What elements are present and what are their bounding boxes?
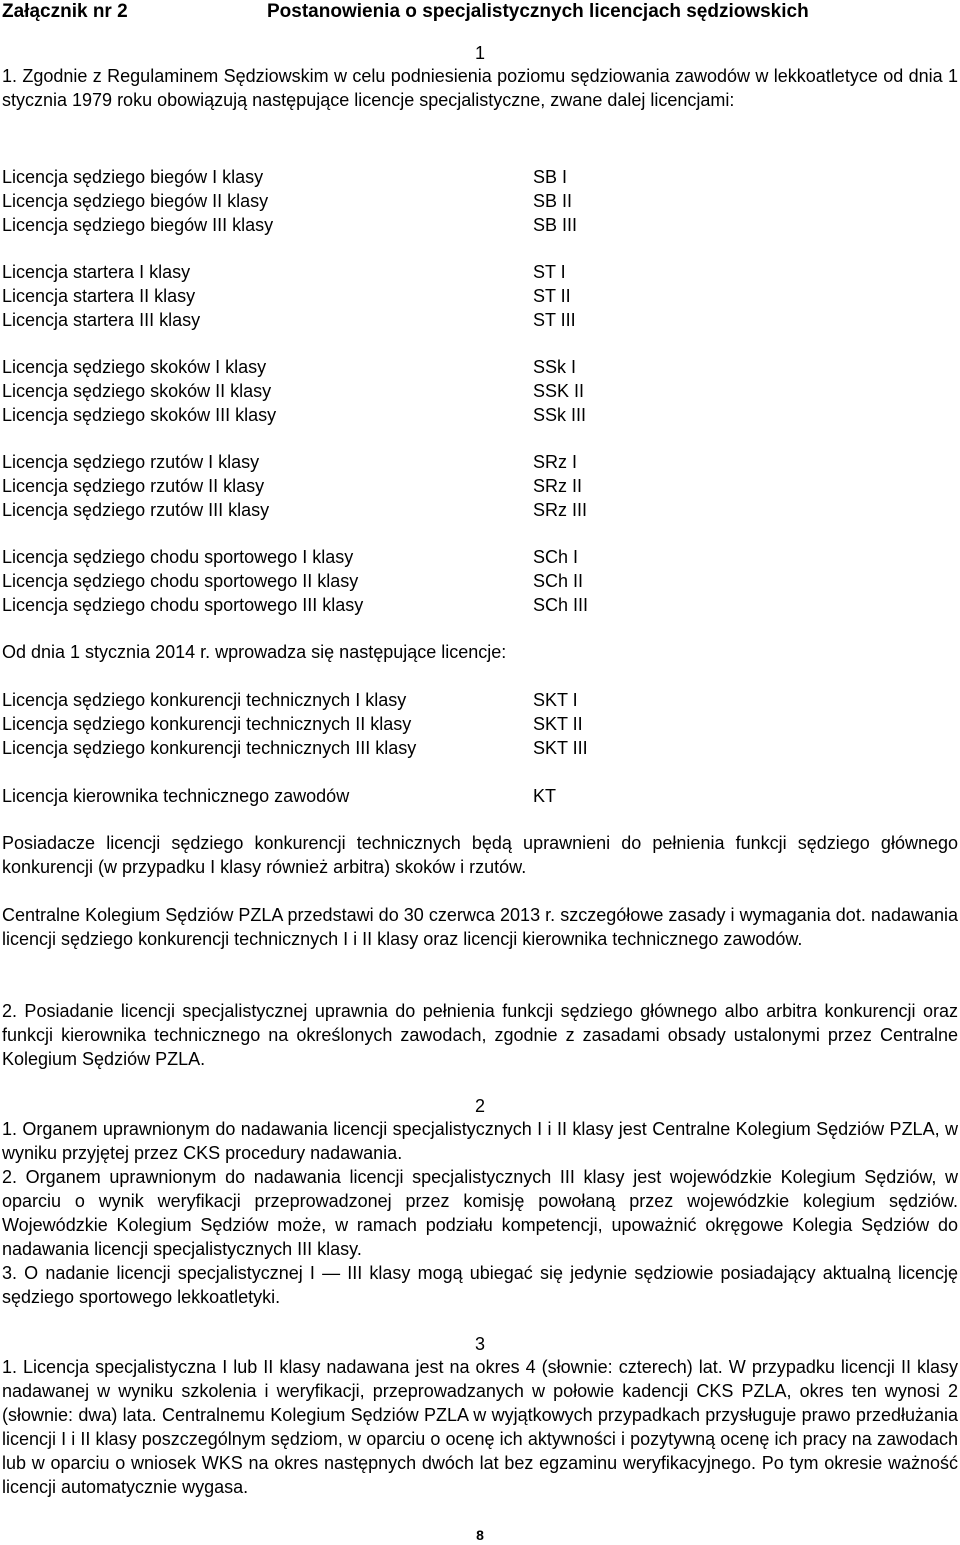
holders-paragraph: Posiadacze licencji sędziego konkurencji technicznych będą uprawnieni do pełnienia funkcji sędziego głównego konkurencji (w przypadku I klasy również arbitra) skoków i rzutów. — [2, 833, 958, 877]
page-number: 8 — [476, 1527, 484, 1543]
licence-name: Licencja sędziego chodu sportowego II klasy — [2, 571, 359, 591]
licence-name: Licencja startera II klasy — [2, 286, 196, 306]
licence-row — [2, 593, 958, 617]
licence-group-technical-manager — [2, 784, 958, 808]
licence-row — [2, 189, 958, 213]
licence-name: Licencja sędziego konkurencji technicznych I klasy — [2, 690, 407, 710]
licence-row — [2, 450, 958, 474]
licence-group-running — [2, 165, 958, 237]
licence-code: SCh III — [533, 595, 589, 615]
licence-name: Licencja sędziego rzutów III klasy — [2, 500, 270, 520]
licence-row — [2, 165, 958, 189]
intro-paragraph: 1. Zgodnie z Regulaminem Sędziowskim w celu podniesienia poziomu sędziowania zawodów w lekkoatletyce od dnia 1 stycznia 1979 roku obowiązują następujące licencje specjalistyczne, zwane dalej licencjami: — [2, 66, 958, 110]
central-board-paragraph: Centralne Kolegium Sędziów PZLA przedstawi do 30 czerwca 2013 r. szczegółowe zasady i wymagania dot. nadawania licencji sędziego konkurencji technicznych I i II klasy oraz licencji kierownika technicznego zawodów. — [2, 905, 958, 949]
licence-row — [2, 498, 958, 522]
page-header — [2, 0, 958, 28]
licence-name: Licencja sędziego biegów III klasy — [2, 215, 274, 235]
since-2014-line: Od dnia 1 stycznia 2014 r. wprowadza się następujące licencje: — [2, 642, 507, 662]
licence-group-throws — [2, 450, 958, 522]
licence-code: SKT II — [533, 714, 583, 734]
section-3-heading: 3 — [474, 1334, 485, 1354]
section-2-point-2: 2. Organem uprawnionym do nadawania licencji specjalistycznych III klasy jest wojewódzkie Kolegium Sędziów, w oparciu o wynik weryfikacji przeprowadzonej przez komisję powołaną przez wojewódzkie kolegium sędziów. Wojewódzkie Kolegium Sędziów może, w ramach podziału kompetencji, upoważnić okręgowe Kolegia Sędziów do nadawania licencji specjalistycznych III klasy. — [2, 1167, 958, 1259]
licence-row — [2, 260, 958, 284]
licence-group-race-walking — [2, 545, 958, 617]
section-1-point-2: 2. Posiadanie licencji specjalistycznej uprawnia do pełnienia funkcji sędziego głównego albo arbitra konkurencji oraz funkcji kierownika technicznego na określonych zawodach, zgodnie z zasadami obsady ustalonymi przez Centralne Kolegium Sędziów PZLA. — [2, 1001, 958, 1069]
section-3-point-1: 1. Licencja specjalistyczna I lub II klasy nadawana jest na okres 4 (słownie: czterech) lat. W przypadku licencji II klasy nadawanej w wyniku szkolenia i weryfikacji, przeprowadzanych w połowie kadencji CKS PZLA, okres ten wynosi 2 (słownie: dwa) lata. Centralnemu Kolegium Sędziów PZLA w wyjątkowych przypadkach przysługuje prawo przedłużania licencji I i II klasy poszczególnym sędziom, w oparciu o ocenę ich aktywności i pozytywną ocenę ich pracy na zawodach lub w oparciu o wniosek WKS na okres następnych dwóch lat bez egzaminu weryfikacyjnego. Po tym okresie ważność licencji automatycznie wygasa. — [2, 1357, 958, 1497]
document-title: Postanowienia o specjalistycznych licencjach sędziowskich — [267, 1, 809, 22]
licence-code: SSK II — [533, 381, 585, 401]
licence-row — [2, 784, 958, 808]
licence-code: SCh I — [533, 547, 579, 567]
licence-code: SRz II — [533, 476, 583, 496]
licence-code: SRz III — [533, 500, 588, 520]
licence-row — [2, 355, 958, 379]
section-2-point-1: 1. Organem uprawnionym do nadawania licencji specjalistycznych I i II klasy jest Centralne Kolegium Sędziów PZLA, w wyniku przyjętej przez CKS procedury nadawania. — [2, 1119, 958, 1163]
licence-name: Licencja sędziego konkurencji technicznych III klasy — [2, 738, 417, 758]
licence-group-technical — [2, 688, 958, 760]
attachment-label: Załącznik nr 2 — [2, 1, 128, 22]
licence-code: KT — [533, 786, 557, 806]
licence-code: SRz I — [533, 452, 578, 472]
licence-name: Licencja sędziego skoków II klasy — [2, 381, 272, 401]
licence-row — [2, 403, 958, 427]
licence-row — [2, 308, 958, 332]
licence-code: ST I — [533, 262, 566, 282]
licence-code: SCh II — [533, 571, 584, 591]
licence-name: Licencja sędziego skoków I klasy — [2, 357, 267, 377]
licence-code: SKT III — [533, 738, 588, 758]
licence-name: Licencja sędziego skoków III klasy — [2, 405, 277, 425]
licence-group-starter — [2, 260, 958, 332]
licence-row — [2, 736, 958, 760]
licence-name: Licencja startera I klasy — [2, 262, 191, 282]
licence-code: SSk III — [533, 405, 587, 425]
licence-name: Licencja sędziego rzutów II klasy — [2, 476, 265, 496]
licence-row — [2, 688, 958, 712]
licence-code: SSk I — [533, 357, 577, 377]
licence-name: Licencja sędziego konkurencji technicznych II klasy — [2, 714, 412, 734]
licence-row — [2, 712, 958, 736]
licence-row — [2, 284, 958, 308]
licence-group-jumps — [2, 355, 958, 427]
licence-name: Licencja sędziego chodu sportowego I klasy — [2, 547, 354, 567]
licence-row — [2, 213, 958, 237]
licence-code: ST II — [533, 286, 571, 306]
licence-name: Licencja sędziego biegów II klasy — [2, 191, 269, 211]
licence-code: SB III — [533, 215, 578, 235]
licence-row — [2, 474, 958, 498]
licence-row — [2, 569, 958, 593]
licence-name: Licencja startera III klasy — [2, 310, 201, 330]
licence-code: ST III — [533, 310, 576, 330]
licence-code: SKT I — [533, 690, 578, 710]
licence-name: Licencja sędziego biegów I klasy — [2, 167, 264, 187]
licence-row — [2, 379, 958, 403]
licence-code: SB II — [533, 191, 573, 211]
section-1-heading: 1 — [474, 43, 485, 63]
licence-name: Licencja kierownika technicznego zawodów — [2, 786, 350, 806]
licence-name: Licencja sędziego rzutów I klasy — [2, 452, 260, 472]
section-2-point-3: 3. O nadanie licencji specjalistycznej I — III klasy mogą ubiegać się jedynie sędziowie posiadający aktualną licencję sędziego sportowego lekkoatletyki. — [2, 1263, 958, 1307]
licence-name: Licencja sędziego chodu sportowego III klasy — [2, 595, 364, 615]
section-2-heading: 2 — [474, 1096, 485, 1116]
licence-row — [2, 545, 958, 569]
licence-code: SB I — [533, 167, 568, 187]
